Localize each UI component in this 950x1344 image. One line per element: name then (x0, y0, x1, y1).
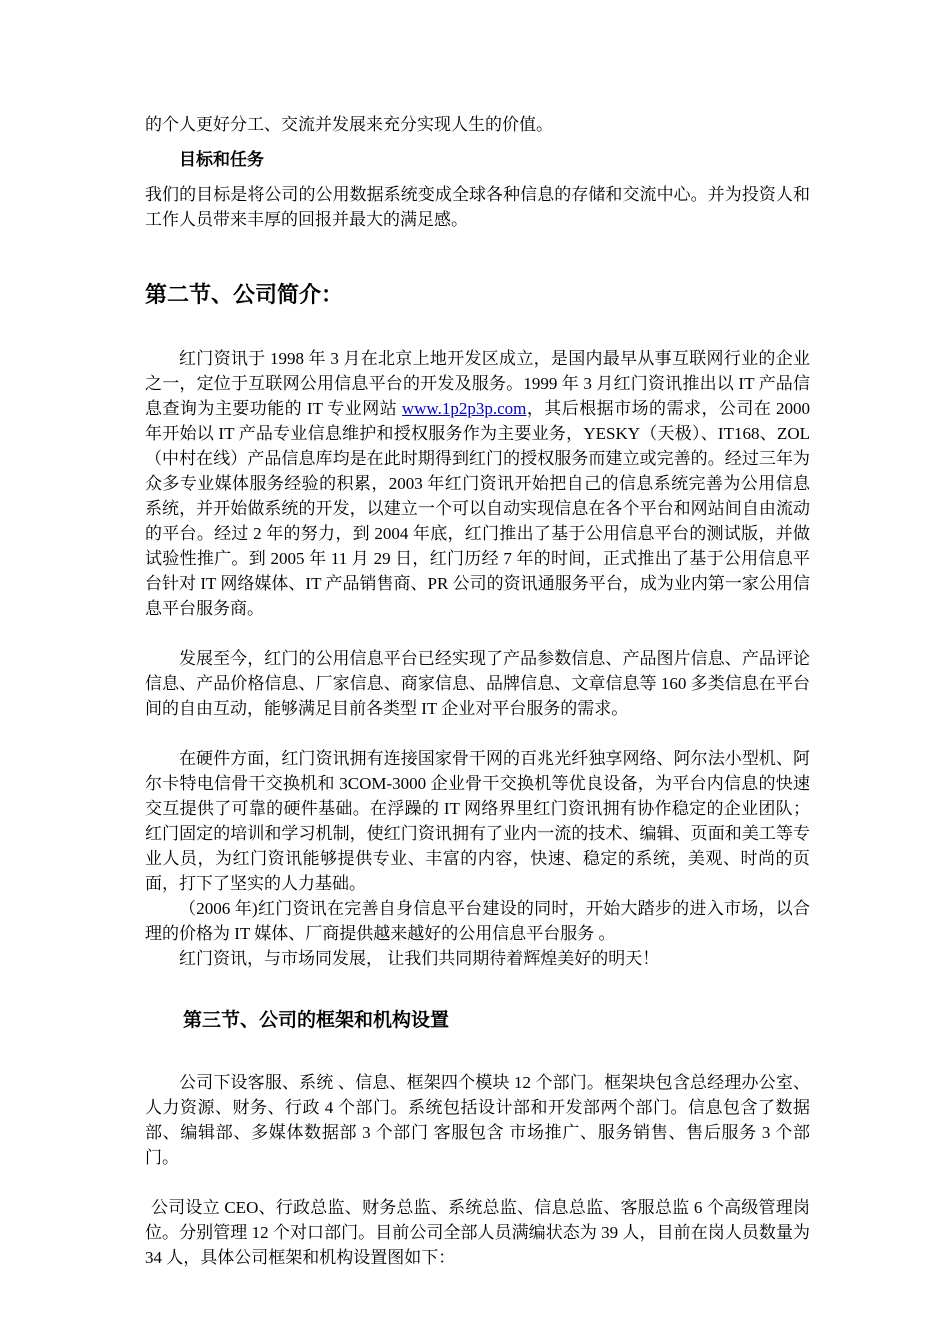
slogan-paragraph: 红门资讯，与市场同发展， 让我们共同期待着辉煌美好的明天！ (179, 949, 660, 968)
goals-heading: 目标和任务 (179, 150, 264, 169)
company-intro-paragraph (145, 346, 810, 621)
continuation-paragraph: 的个人更好分工、交流并发展来充分实现人生的价值。 (145, 115, 553, 134)
year-2006-paragraph: （2006 年)红门资讯在完善自身信息平台建设的同时，开始大踏步的进入市场，以合理的价格为 IT 媒体、厂商提供越来越好的公用信息平台服务 。 (145, 899, 810, 943)
website-link[interactable]: www.1p2p3p.com (401, 399, 527, 418)
section2-heading: 第二节、公司简介： (145, 282, 344, 307)
platform-development-paragraph: 发展至今，红门的公用信息平台已经实现了产品参数信息、产品图片信息、产品评论信息、产品价格信息、厂家信息、商家信息、品牌信息、文章信息等 160 多类信息在平台间的自由互动，能够满足目前各类型 IT 企业对平台服务的需求。 (145, 649, 810, 718)
department-structure-paragraph: 公司下设客服、系统 、信息、框架四个模块 12 个部门。框架块包含总经理办公室、人力资源、财务、行政 4 个部门。系统包括设计部和开发部两个部门。信息包含了数据部、编辑部、多媒体数据部 3 个部门 客服包含 市场推广、服务销售、售后服务 3 个部门。 (145, 1073, 810, 1167)
hardware-team-paragraph: 在硬件方面，红门资讯拥有连接国家骨干网的百兆光纤独享网络、阿尔法小型机、阿尔卡特电信骨干交换机和 3COM-3000 企业骨干交换机等优良设备，为平台内信息的快速交互提供了可靠的硬件基础。在浮躁的 IT 网络界里红门资讯拥有协作稳定的企业团队；红门固定的培训和学习机制，使红门资讯拥有了业内一流的技术、编辑、页面和美工等专业人员，为红门资讯能够提供专业、丰富的内容，快速、稳定的系统，美观、时尚的页面，打下了坚实的人力基础。 (145, 749, 810, 893)
intro-text-before-link: 红门资讯于 1998 年 3 月在北京上地开发区成立，是国内最早从事互联网行业的企业之一，定位于互联网公用信息平台的开发及服务。1999 年 3 月红门资讯推出以 IT 产品信息查询为主要功能的 IT 专业网站 (145, 349, 810, 418)
intro-text-after-link: ，其后根据市场的需求，公司在 2000 年开始以 IT 产品专业信息维护和授权服务作为主要业务，YESKY（天极）、IT168、ZOL（中村在线）产品信息库均是在此时期得到红门的授权服务而建立或完善的。经过三年为众多专业媒体服务经验的积累，2003 年红门资讯开始把自己的信息系统完善为公用信息系统，并开始做系统的开发，以建立一个可以自动实现信息在各个平台和网站间自由流动的平台。经过 2 年的努力，到 2004 年底，红门推出了基于公用信息平台的测试版，并做试验性推广。到 2005 年 11 月 29 日，红门历经 7 年的时间，正式推出了基于公用信息平台针对 IT 网络媒体、IT 产品销售商、PR 公司的资讯通服务平台，成为业内第一家公用信息平台服务商。 (145, 399, 810, 618)
goals-paragraph: 我们的目标是将公司的公用数据系统变成全球各种信息的存储和交流中心。并为投资人和工作人员带来丰厚的回报并最大的满足感。 (145, 185, 810, 229)
management-positions-paragraph: 公司设立 CEO、行政总监、财务总监、系统总监、信息总监、客服总监 6 个高级管理岗位。分别管理 12 个对口部门。目前公司全部人员满编状态为 39 人，目前在岗人员数量为 34 人，具体公司框架和机构设置图如下： (145, 1198, 810, 1267)
section3-heading: 第三节、公司的框架和机构设置 (183, 1010, 450, 1031)
